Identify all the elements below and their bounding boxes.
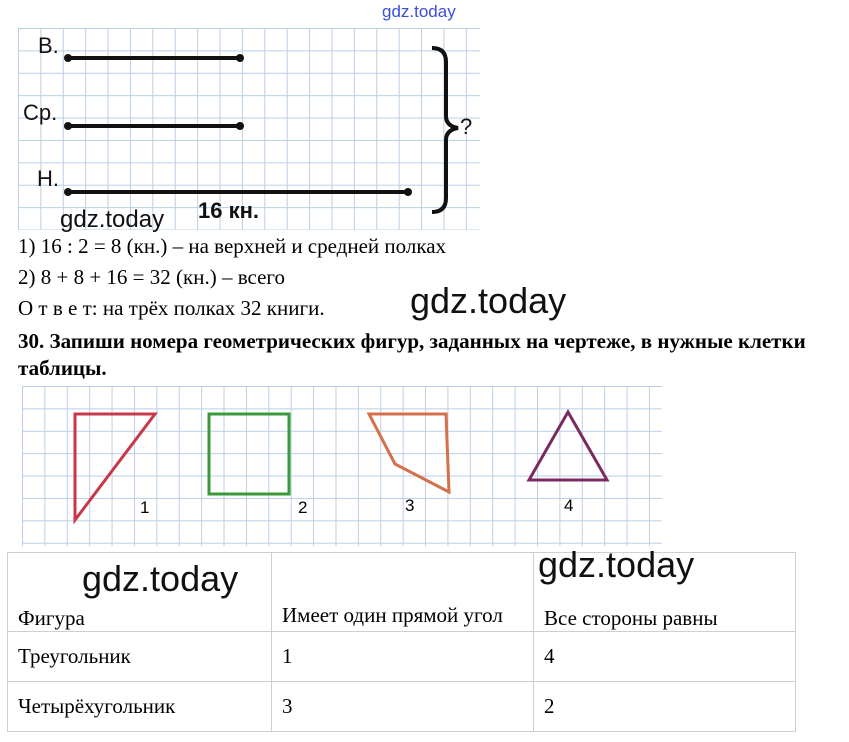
- solution-step-1: 1) 16 : 2 = 8 (кн.) – на верхней и средней полках: [18, 234, 447, 258]
- figures-svg: [22, 386, 662, 546]
- figures-grid: [22, 386, 662, 546]
- bottom-shelf-value: 16 кн.: [198, 198, 259, 223]
- table-row: [8, 632, 796, 682]
- row-1-figure: Треугольник: [8, 632, 272, 682]
- watermark-solution: gdz.today: [410, 280, 567, 321]
- row-2-figure: Четырёхугольник: [8, 682, 272, 732]
- figure-number-1: 1: [140, 498, 150, 517]
- watermark-top: gdz.today: [382, 2, 456, 21]
- row-2-one-right-angle: 3: [272, 682, 534, 732]
- header-one-right-angle: Имеет один прямой угол: [272, 553, 534, 632]
- figure-3-quadrilateral: [369, 414, 449, 492]
- watermark-diagram: gdz.today: [60, 206, 165, 233]
- shelf-label-middle: Ср.: [23, 100, 58, 125]
- figure-number-4: 4: [564, 496, 574, 515]
- figure-number-2: 2: [298, 498, 308, 517]
- task-title: 30. Запиши номера геометрических фигур, заданных на чертеже, в нужные клетки таблицы.: [18, 329, 806, 380]
- row-2-all-sides-equal: 2: [534, 682, 796, 732]
- question-mark: ?: [460, 114, 473, 139]
- row-1-one-right-angle: 1: [272, 632, 534, 682]
- shelf-label-bottom: Н.: [37, 166, 59, 191]
- watermark-table-right: gdz.today: [538, 544, 695, 585]
- table-row: [8, 682, 796, 732]
- row-1-all-sides-equal: 4: [534, 632, 796, 682]
- shelf-label-top: В.: [38, 33, 59, 58]
- watermark-table-left: gdz.today: [82, 558, 239, 599]
- figure-number-3: 3: [405, 496, 415, 515]
- header-all-sides-equal: Все стороны равны: [534, 553, 796, 632]
- figure-2-square: [209, 414, 289, 494]
- solution-answer: О т в е т: на трёх полках 32 книги.: [18, 296, 325, 320]
- header-figure: Фигура: [8, 553, 272, 632]
- solution-step-2: 2) 8 + 8 + 16 = 32 (кн.) – всего: [18, 265, 285, 289]
- figure-4-equilateral-triangle: [529, 412, 607, 480]
- curly-brace: [432, 48, 458, 212]
- shelves-diagram: [18, 28, 480, 233]
